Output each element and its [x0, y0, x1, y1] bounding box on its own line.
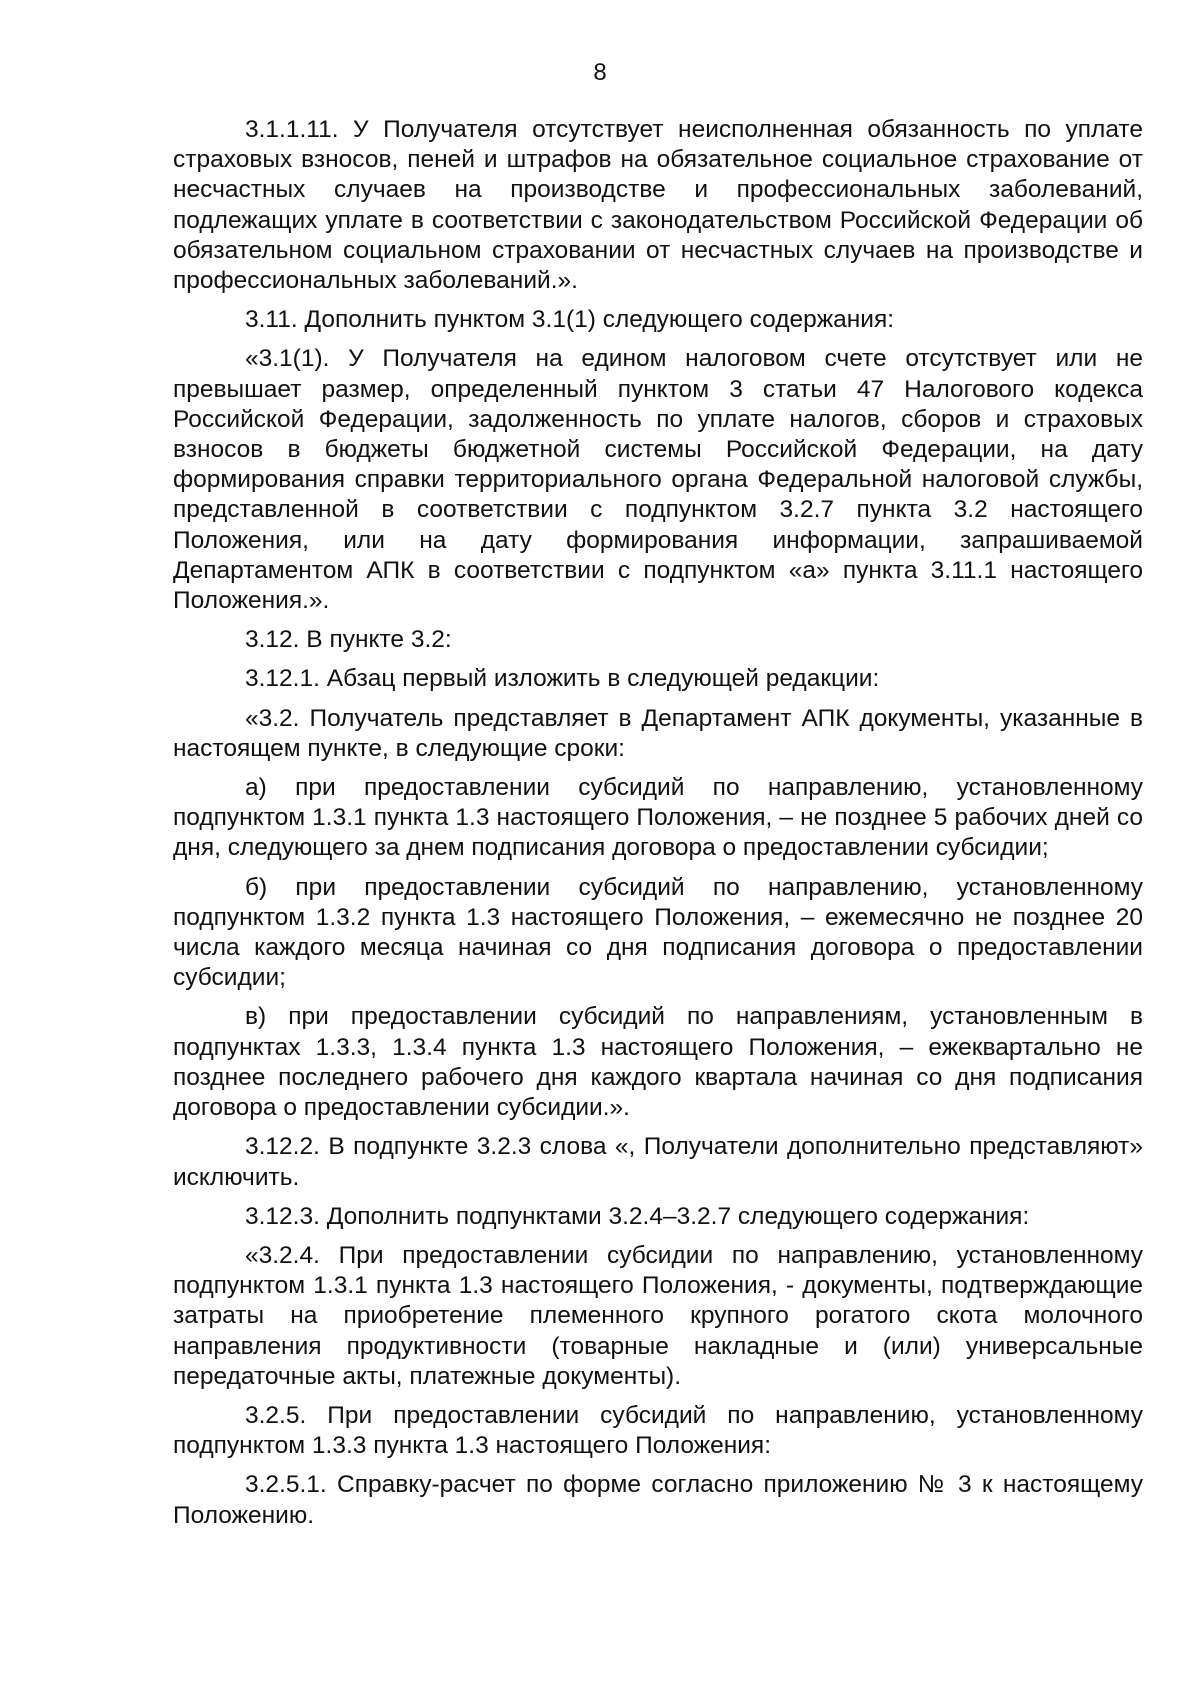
paragraph-3-2-5: 3.2.5. При предоставлении субсидий по направлению, установленному подпунктом 1.3.3 пункта 1.3 настоящего Положения: [173, 1401, 1143, 1460]
paragraph-3-12: 3.12. В пункте 3.2: [245, 626, 452, 654]
paragraph-3-2-5-1: 3.2.5.1. Справку-расчет по форме согласно приложению № 3 к настоящему Положению. [173, 1471, 1143, 1529]
paragraph-3-12-1: 3.12.1. Абзац первый изложить в следующей редакции: [245, 665, 880, 693]
paragraph-3-12-2: 3.12.2. В подпункте 3.2.3 слова «, Получатели дополнительно представляют» исключить. [173, 1133, 1143, 1191]
paragraph-3-1-1: «3.1(1). У Получателя на едином налоговом счете отсутствует или не превышает размер, определенный пунктом 3 статьи 47 Налогового кодекса Российской Федерации, задолженность по уплате налогов, сборов и страховых взносов в бюджеты бюджетной системы Российской Федерации, на дату формирования справки территориального органа Федеральной налоговой службы, представленной в соответствии с подпунктом 3.2.7 пункта 3.2 настоящего Положения, или на дату формирования информации, запрашиваемой Департаментом АПК в соответствии с подпунктом «а» пункта 3.11.1 настоящего Положения.». [173, 345, 1143, 615]
paragraph-3-2: «3.2. Получатель представляет в Департамент АПК документы, указанные в настоящем пункте, в следующие сроки: [173, 704, 1143, 762]
page-number: 8 [593, 59, 607, 86]
paragraph-3-12-3: 3.12.3. Дополнить подпунктами 3.2.4–3.2.7 следующего содержания: [245, 1202, 1030, 1230]
paragraph-3-11: 3.11. Дополнить пунктом 3.1(1) следующего содержания: [245, 306, 895, 334]
paragraph-item-b: б) при предоставлении субсидий по направлению, установленному подпунктом 1.3.2 пункта 1.3 настоящего Положения, – ежемесячно не позднее 20 числа каждого месяца начиная со дня подписания договора о предоставлении субсидии; [173, 873, 1143, 992]
document-body [173, 115, 1143, 1540]
paragraph-3-1-1-11: 3.1.1.11. У Получателя отсутствует неисполненная обязанность по уплате страховых взносов, пеней и штрафов на обязательное социальное страхование от несчастных случаев на производстве и профессиональных заболеваний, подлежащих уплате в соответствии с законодательством Российской Федерации об обязательном социальном страховании от несчастных случаев на производстве и профессиональных заболеваний.». [173, 116, 1143, 295]
paragraph-item-v: в) при предоставлении субсидий по направлениям, установленным в подпунктах 1.3.3, 1.3.4 пункта 1.3 настоящего Положения, – ежеквартально не позднее последнего рабочего дня каждого квартала начиная со дня подписания договора о предоставлении субсидии.». [173, 1003, 1143, 1122]
paragraph-3-2-4: «3.2.4. При предоставлении субсидии по направлению, установленному подпунктом 1.3.1 пункта 1.3 настоящего Положения, - документы, подтверждающие затраты на приобретение племенного крупного рогатого скота молочного направления продуктивности (товарные накладные и (или) универсальные передаточные акты, платежные документы). [173, 1241, 1143, 1390]
paragraph-item-a: а) при предоставлении субсидий по направлению, установленному подпунктом 1.3.1 пункта 1.3 настоящего Положения, – не позднее 5 рабочих дней со дня, следующего за днем подписания договора о предоставлении субсидии; [173, 774, 1143, 862]
